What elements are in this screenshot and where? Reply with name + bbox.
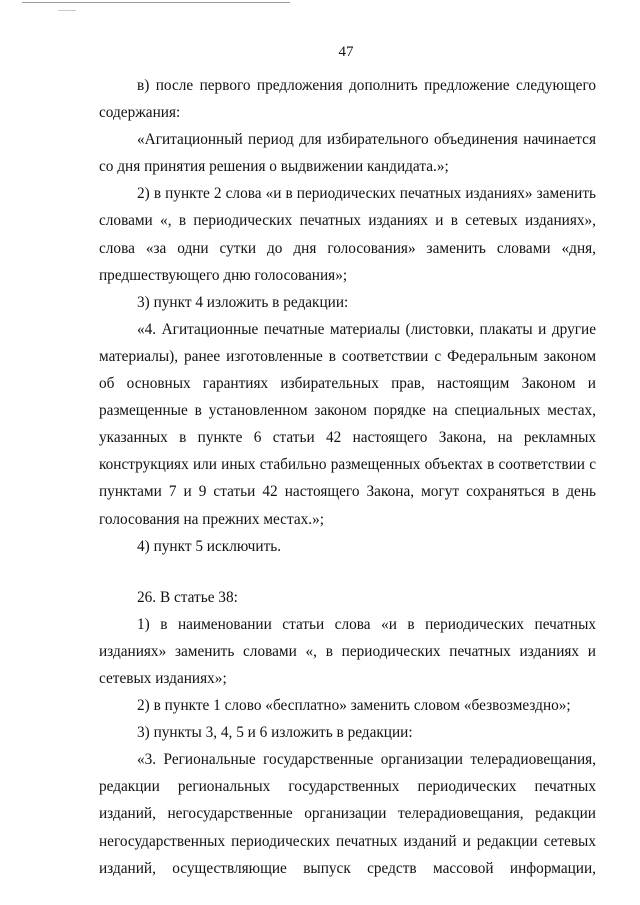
paragraph: «3. Региональные государственные организации телерадиовещания, редакции региональных государственных периодических печатных изданий, негосударственные организации телерадиовещания, редакции негосударственных периодических печатных изданий и редакции сетевых изданий, осуществляющие выпуск средств массовой информации, (99, 751, 596, 877)
paragraph: «Агитационный период для избирательного объединения начинается со дня принятия решения о выдвижении кандидата.»; (99, 131, 596, 176)
top-mark (58, 10, 76, 11)
paragraph: 3) пункты 3, 4, 5 и 6 изложить в редакции: (137, 724, 413, 742)
paragraph: 2) в пункте 2 слова «и в периодических печатных изданиях» заменить словами «, в периодических печатных изданиях и в сетевых изданиях», слова «за одни сутки до дня голосования» заменить словами «дня, предшествующего дню голосования»; (99, 185, 596, 284)
paragraph: 3) пункт 4 изложить в редакции: (137, 293, 349, 311)
section-heading: 26. В статье 38: (137, 588, 238, 606)
page-number: 47 (338, 44, 354, 60)
paragraph: 4) пункт 5 исключить. (137, 537, 282, 555)
top-rule (22, 2, 290, 3)
paragraph: 1) в наименовании статьи слова «и в периодических печатных изданиях» заменить словами «, в периодических печатных изданиях и сетевых изданиях»; (99, 615, 596, 687)
paragraph: «4. Агитационные печатные материалы (листовки, плакаты и другие материалы), ранее изготовленные в соответствии с Федеральным законом об основных гарантиях избирательных прав, настоящим Законом и размещенные в установленном законом порядке на специальных местах, указанных в пункте 6 статьи 42 настоящего Закона, на рекламных конструкциях или иных стабильно размещенных объектах в соответствии с пунктами 7 и 9 статьи 42 настоящего Закона, могут сохраняться в день голосования на прежних местах.»; (99, 320, 596, 528)
paragraph: 2) в пункте 1 слово «бесплатно» заменить словом «безвозмездно»; (137, 697, 571, 715)
spacer (99, 560, 596, 584)
document-body (99, 72, 596, 882)
paragraph: в) после первого предложения дополнить предложение следующего содержания: (99, 77, 596, 122)
